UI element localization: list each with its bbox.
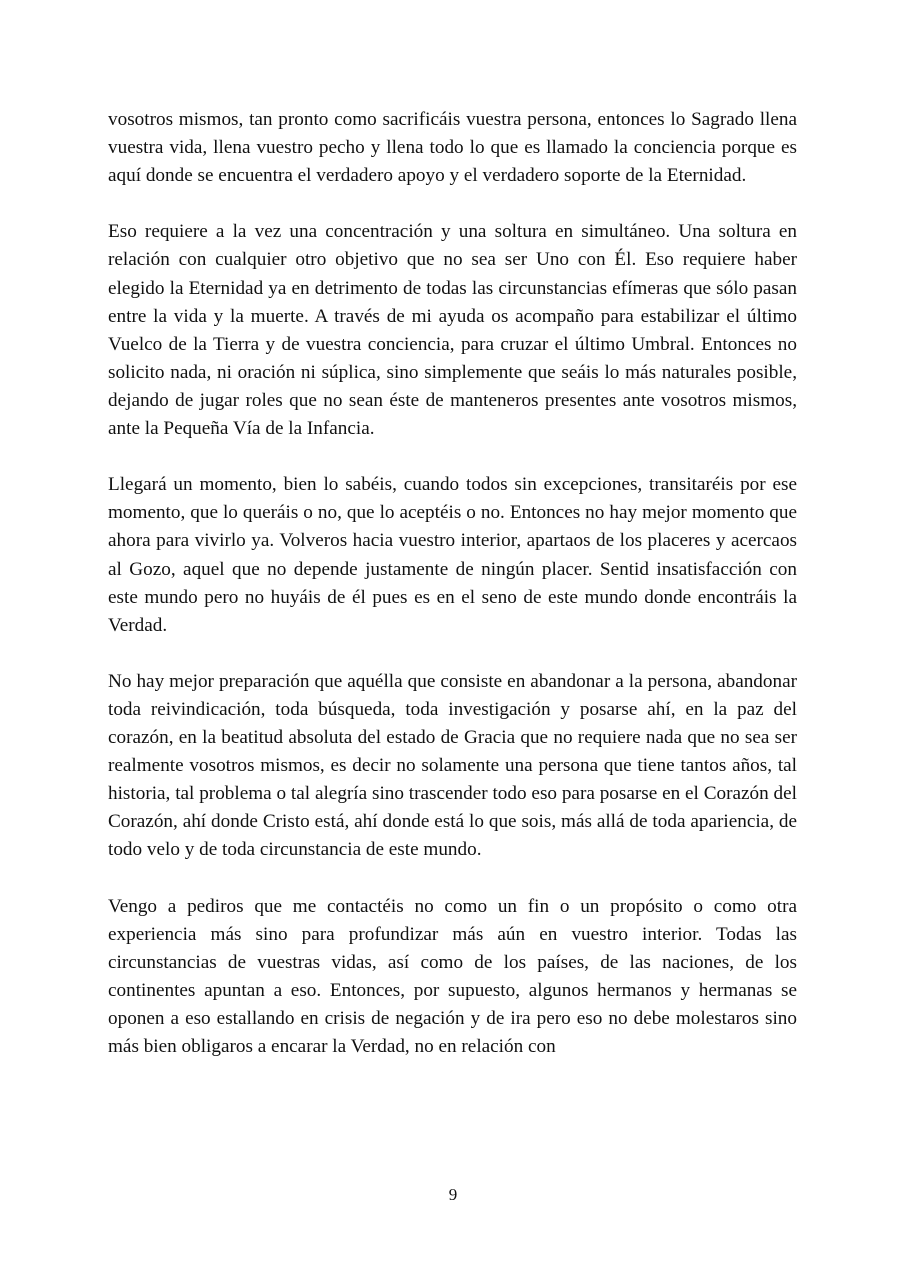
body-text <box>108 106 797 1089</box>
paragraph-1: vosotros mismos, tan pronto como sacrificáis vuestra persona, entonces lo Sagrado llena vuestra vida, llena vuestro pecho y llena todo lo que es llamado la conciencia porque es aquí donde se encuentra el verdadero apoyo y el verdadero soporte de la Eternidad. <box>108 109 797 187</box>
page-number: 9 <box>448 1185 458 1204</box>
paragraph-3: Llegará un momento, bien lo sabéis, cuando todos sin excepciones, transitaréis por ese momento, que lo queráis o no, que lo aceptéis o no. Entonces no hay mejor momento que ahora para vivirlo ya. Volveros hacia vuestro interior, apartaos de los placeres y acercaos al Gozo, aquel que no depende justamente de ningún placer. Sentid insatisfacción con este mundo pero no huyáis de él pues es en el seno de este mundo donde encontráis la Verdad. <box>108 474 797 636</box>
paragraph-4: No hay mejor preparación que aquélla que consiste en abandonar a la persona, abandonar toda reivindicación, toda búsqueda, toda investigación y posarse ahí, en la paz del corazón, en la beatitud absoluta del estado de Gracia que no requiere nada que no sea ser realmente vosotros mismos, es decir no solamente una persona que tiene tantos años, tal historia, tal problema o tal alegría sino trascender todo eso para posarse en el Corazón del Corazón, ahí donde Cristo está, ahí donde está lo que sois, más allá de toda apariencia, de todo velo y de toda circunstancia de este mundo. <box>108 670 797 861</box>
paragraph-2: Eso requiere a la vez una concentración y una soltura en simultáneo. Una soltura en relación con cualquier otro objetivo que no sea ser Uno con Él. Eso requiere haber elegido la Eternidad ya en detrimento de todas las circunstancias efímeras que sólo pasan entre la vida y la muerte. A través de mi ayuda os acompaño para estabilizar el último Vuelco de la Tierra y de vuestra conciencia, para cruzar el último Umbral. Entonces no solicito nada, ni oración ni súplica, sino simplemente que seáis lo más naturales posible, dejando de jugar roles que no sean éste de manteneros presentes ante vosotros mismos, ante la Pequeña Vía de la Infancia. <box>108 221 797 440</box>
paragraph-5: Vengo a pediros que me contactéis no como un fin o un propósito o como otra experiencia más sino para profundizar más aún en vuestro interior. Todas las circunstancias de vuestras vidas, así como de los países, de las naciones, de los continentes apuntan a eso. Entonces, por supuesto, algunos hermanos y hermanas se oponen a eso estallando en crisis de negación y de ira pero eso no debe molestaros sino más bien obligaros a encarar la Verdad, no en relación con <box>108 895 797 1058</box>
